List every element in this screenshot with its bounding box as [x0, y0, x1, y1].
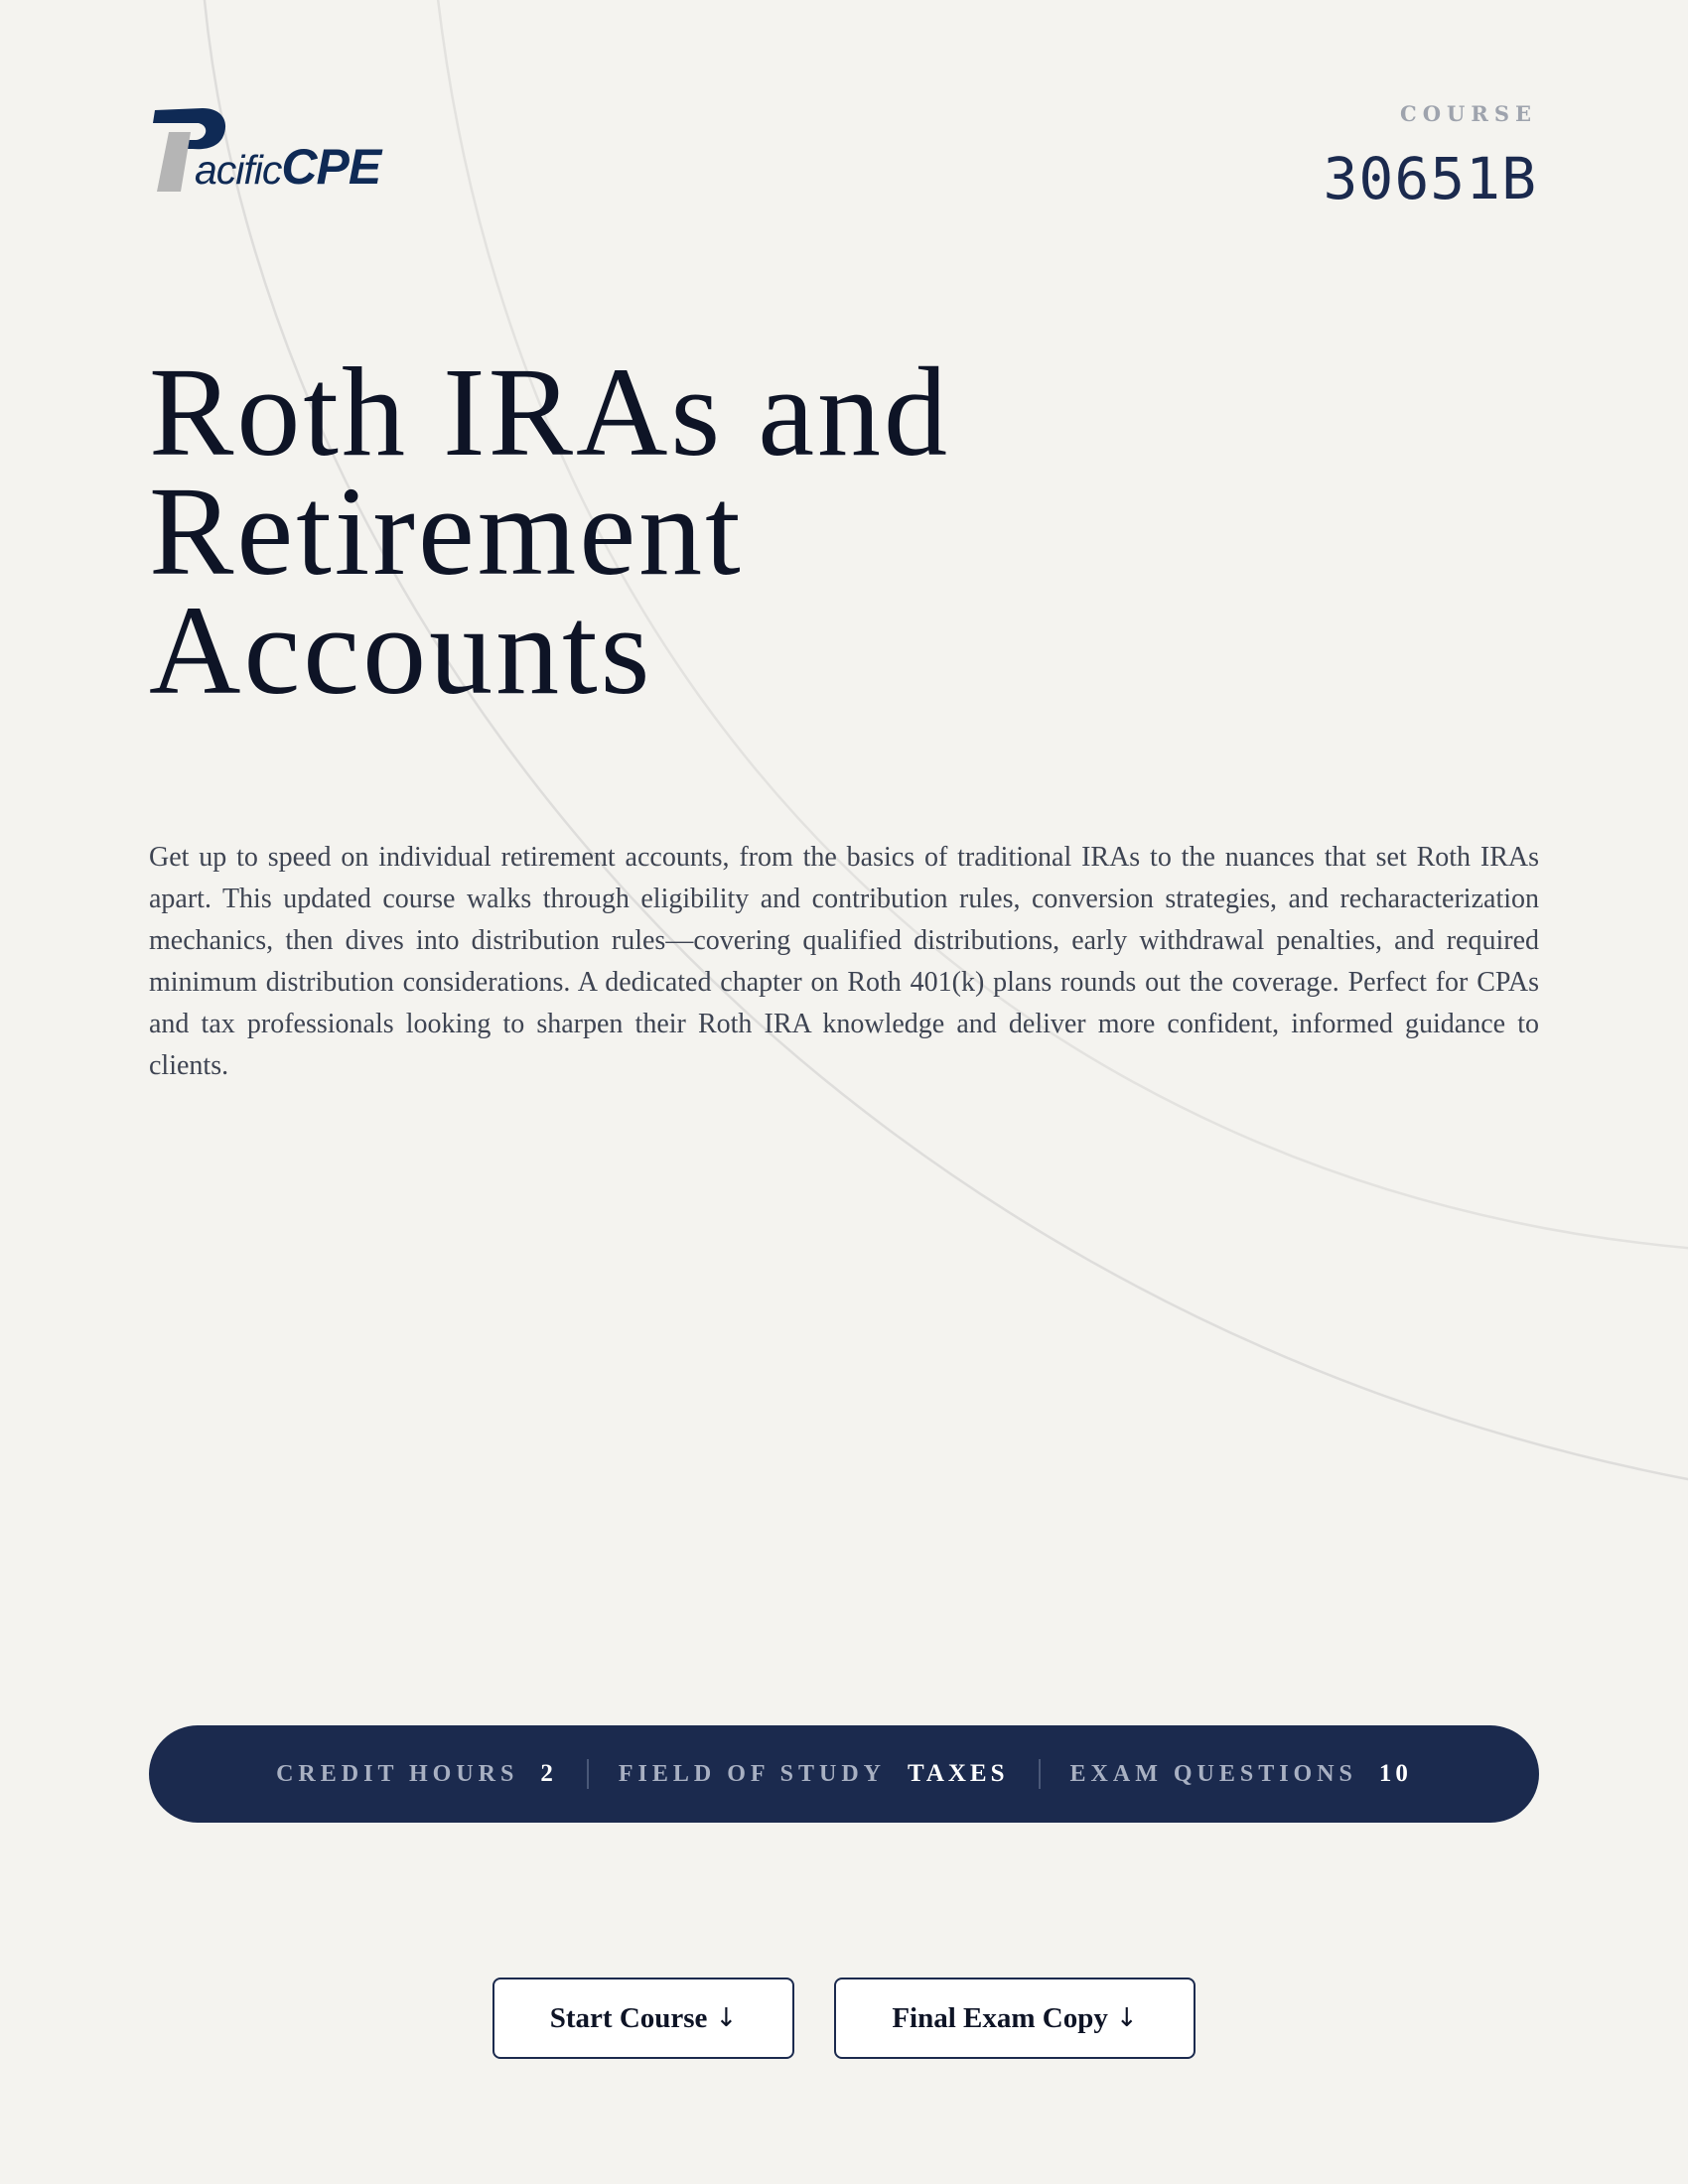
logo-wordmark-bold: CPE — [281, 139, 381, 195]
course-number: 30651B — [1323, 145, 1537, 212]
arrow-down-icon: ↓ — [1115, 2003, 1138, 2033]
course-description: Get up to speed on individual retirement accounts, from the basics of traditional IRAs to the nuances that set Roth IRAs apart. This updated course walks through eligibility and contribution rules, conversion strategies, and recharacterization mechanics, then dives into distribution rules—covering qualified distributions, early withdrawal penalties, and required minimum distribution considerations. A dedicated chapter on Roth 401(k) plans rounds out the coverage. Perfect for CPAs and tax professionals looking to sharpen their Roth IRA knowledge and deliver more confident, informed guidance to clients. — [149, 842, 1539, 1081]
course-label: COURSE — [1400, 101, 1537, 126]
action-buttons — [0, 1978, 1688, 2059]
info-label: CREDIT HOURS — [276, 1761, 519, 1787]
info-label: FIELD OF STUDY — [618, 1761, 886, 1787]
arrow-down-icon: ↓ — [715, 2003, 738, 2033]
start-course-label: Start Course — [549, 2001, 708, 2034]
course-info-bar — [149, 1725, 1539, 1823]
course-title-line: Roth IRAs and — [149, 341, 950, 482]
info-credit-hours — [246, 1760, 587, 1788]
info-value: 2 — [540, 1760, 557, 1787]
info-value: TAXES — [908, 1760, 1009, 1787]
pacific-cpe-logo — [151, 104, 409, 199]
logo-wordmark-script: acific — [195, 147, 282, 193]
info-label: EXAM QUESTIONS — [1069, 1761, 1357, 1787]
final-exam-copy-label: Final Exam Copy — [892, 2001, 1108, 2034]
logo-wordmark — [195, 139, 381, 195]
course-title-line: Accounts — [149, 580, 653, 721]
course-title-line: Retirement — [149, 461, 744, 602]
start-course-button[interactable] — [492, 1978, 794, 2059]
final-exam-copy-button[interactable] — [834, 1978, 1196, 2059]
course-title — [149, 341, 1241, 721]
info-exam-questions — [1041, 1760, 1442, 1788]
info-value: 10 — [1378, 1760, 1412, 1787]
info-field-of-study — [589, 1760, 1039, 1788]
